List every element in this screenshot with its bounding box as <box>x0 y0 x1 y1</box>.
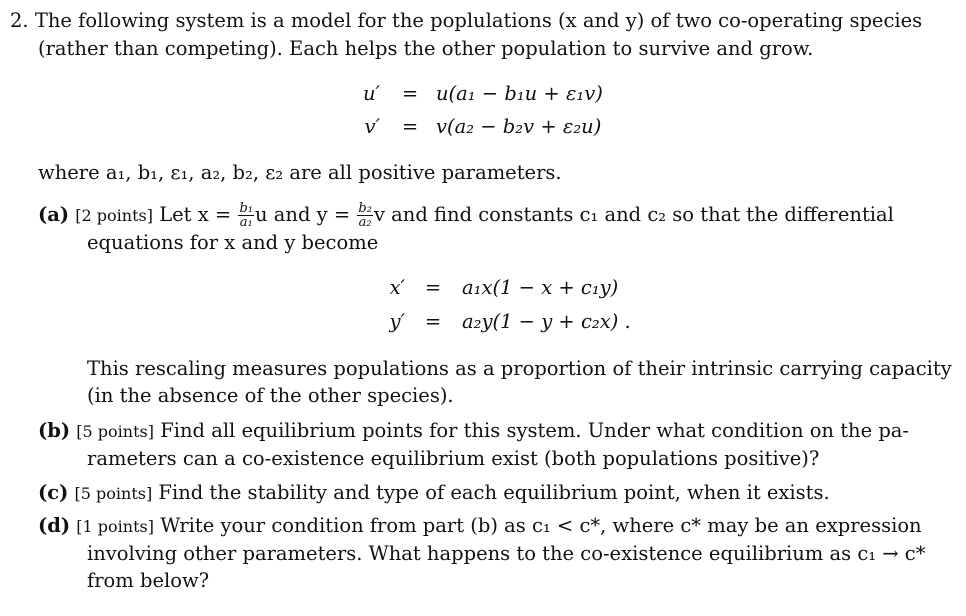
equation-2-lhs: v′ <box>364 115 380 138</box>
part-b-line-2: rameters can a co-existence equilibrium exist (both populations positive)? <box>87 447 820 470</box>
part-c-points: [5 points] <box>74 484 153 503</box>
equation-2-rhs: v(a₂ − b₂v + ε₂u) <box>436 115 602 138</box>
equation-4-equals: = <box>424 310 442 333</box>
rescaling-note-line-2: (in the absence of the other species). <box>87 384 454 407</box>
part-d-text-1: Write your condition from part (b) as c₁ < c*, where c* may be an expression <box>160 514 922 537</box>
part-a-text-2: u and y = <box>255 203 351 226</box>
part-b-label: (b) <box>38 419 71 442</box>
problem-intro-line-1 <box>10 8 922 34</box>
part-d-line-1 <box>38 513 922 540</box>
part-c-text-1: Find the stability and type of each equilibrium point, when it exists. <box>158 481 830 504</box>
problem-number: 2. <box>10 9 29 32</box>
part-a-line-1 <box>38 202 894 229</box>
intro-text-1: The following system is a model for the poplulations (x and y) of two co-operating species <box>34 9 923 32</box>
part-d-points: [1 points] <box>76 517 154 536</box>
part-a-points: [2 points] <box>75 206 153 225</box>
part-b-text-1: Find all equilibrium points for this system. Under what condition on the pa- <box>160 419 910 442</box>
equation-1-lhs: u′ <box>363 82 380 105</box>
part-d-label: (d) <box>38 514 71 537</box>
equation-2-equals: = <box>401 115 419 138</box>
equation-3-equals: = <box>424 276 442 299</box>
equation-4-rhs: a₂y(1 − y + c₂x) . <box>462 310 631 333</box>
problem-intro-line-2: (rather than competing). Each helps the other population to survive and grow. <box>38 37 814 60</box>
part-c-label: (c) <box>38 481 69 504</box>
rescaling-note-line-1: This rescaling measures populations as a proportion of their intrinsic carrying capacity <box>87 357 952 380</box>
part-d-line-2: involving other parameters. What happens to the co-existence equilibrium as c₁ → c* <box>87 542 926 565</box>
part-a-label: (a) <box>38 203 70 226</box>
part-b-line-1 <box>38 418 909 445</box>
equation-4-lhs: y′ <box>389 310 405 333</box>
parameters-statement: where a₁, b₁, ε₁, a₂, b₂, ε₂ are all positive parameters. <box>38 161 562 184</box>
part-c-line-1 <box>38 480 830 507</box>
part-d-line-3: from below? <box>87 569 210 592</box>
fraction-b2-over-a2: $\frac{\text{b₂}}{\text{a₂}}$ <box>358 201 372 230</box>
part-a-line-2: equations for x and y become <box>87 231 379 254</box>
equation-1-rhs: u(a₁ − b₁u + ε₁v) <box>436 82 603 105</box>
part-b-points: [5 points] <box>76 422 154 441</box>
equation-3-rhs: a₁x(1 − x + c₁y) <box>462 276 619 299</box>
part-a-text-3: v and find constants c₁ and c₂ so that the differential <box>373 203 894 226</box>
equation-1-equals: = <box>401 82 419 105</box>
part-a-text-1: Let x = <box>159 203 232 226</box>
fraction-b1-over-a1: $\frac{\text{b₁}}{\text{a₁}}$ <box>239 201 253 230</box>
equation-3-lhs: x′ <box>389 276 405 299</box>
